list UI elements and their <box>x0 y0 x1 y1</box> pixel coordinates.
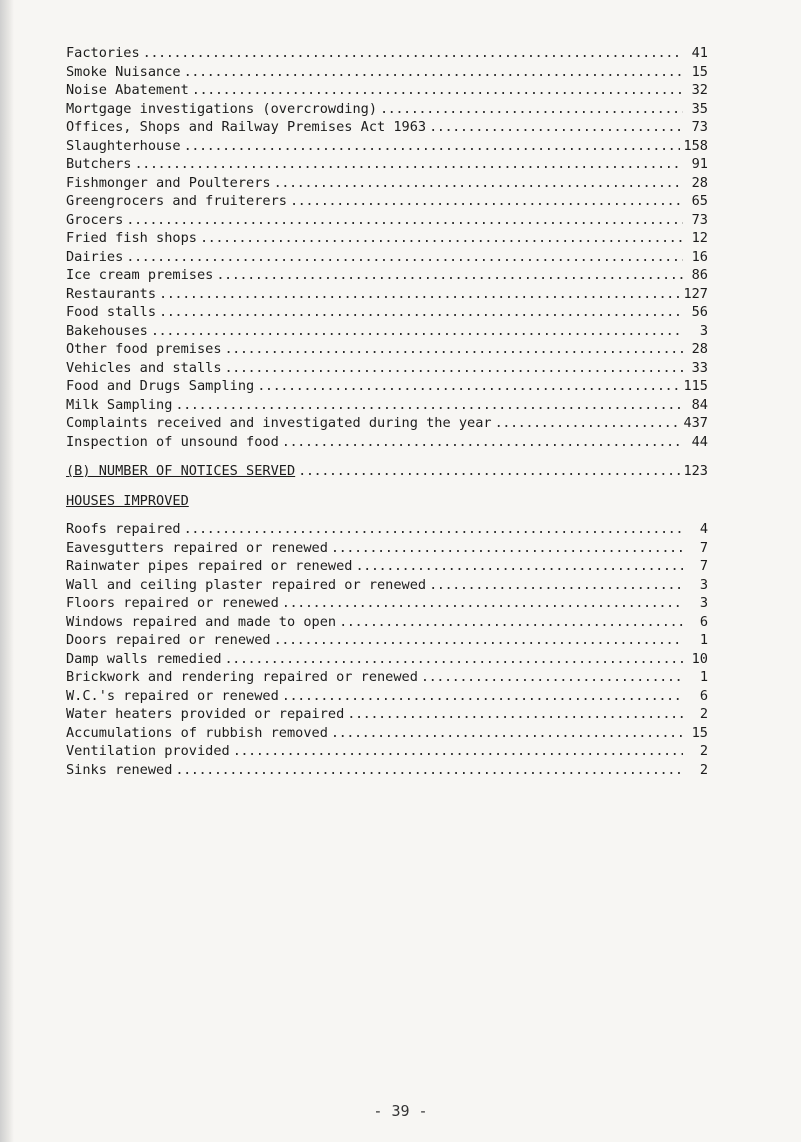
item-value: 7 <box>699 539 708 556</box>
item-label: Wall and ceiling plaster repaired or renewed <box>66 576 427 593</box>
list-item <box>66 433 708 452</box>
item-label: Milk Sampling <box>66 396 173 413</box>
leader-dots <box>184 63 683 82</box>
leader-dots <box>159 303 683 322</box>
list-item <box>66 539 708 558</box>
item-value: 33 <box>691 359 708 376</box>
leader-dots <box>298 462 680 481</box>
item-value: 28 <box>691 174 708 191</box>
item-value: 6 <box>699 687 708 704</box>
leader-dots <box>225 359 684 378</box>
leader-dots <box>184 520 683 539</box>
list-item <box>66 266 708 285</box>
list-item <box>66 576 708 595</box>
list-item <box>66 520 708 539</box>
item-label: Mortgage investigations (overcrowding) <box>66 100 377 117</box>
list-item <box>66 81 708 100</box>
list-item <box>66 44 708 63</box>
item-value: 86 <box>691 267 708 283</box>
item-value: 2 <box>699 761 708 778</box>
page-number: - 39 - <box>373 1102 428 1120</box>
leader-dots <box>282 594 683 613</box>
leader-dots <box>143 44 683 63</box>
item-label: Damp walls remedied <box>66 650 222 667</box>
item-value: 15 <box>691 63 708 80</box>
leader-dots <box>339 613 683 632</box>
leader-dots <box>355 557 683 576</box>
list-item <box>66 192 708 211</box>
notices-served-row <box>66 462 708 481</box>
item-label: Inspection of unsound food <box>66 433 279 450</box>
list-item <box>66 650 708 669</box>
item-label: Vehicles and stalls <box>66 359 222 376</box>
item-label: Smoke Nuisance <box>66 63 181 80</box>
item-value: 73 <box>691 119 708 135</box>
leader-dots <box>126 211 683 230</box>
item-label: Fried fish shops <box>66 230 197 246</box>
item-value: 115 <box>683 378 708 394</box>
item-value: 84 <box>691 396 708 413</box>
item-label: Ice cream premises <box>66 267 214 283</box>
item-label: Greengrocers and fruiterers <box>66 193 287 209</box>
item-value: 2 <box>699 743 708 759</box>
item-label: Butchers <box>66 156 132 172</box>
leader-dots <box>225 340 684 359</box>
item-label: Ventilation provided <box>66 743 230 759</box>
leader-dots <box>159 285 680 304</box>
list-item <box>66 359 708 378</box>
list-item <box>66 557 708 576</box>
leader-dots <box>429 576 683 595</box>
item-value: 65 <box>691 193 708 209</box>
item-label: Bakehouses <box>66 322 148 339</box>
list-item <box>66 155 708 174</box>
item-label: Sinks renewed <box>66 761 173 778</box>
item-label: Windows repaired and made to open <box>66 613 337 630</box>
scan-edge-shadow <box>0 0 14 1142</box>
item-label: Accumulations of rubbish removed <box>66 724 328 741</box>
list-item <box>66 229 708 248</box>
item-value: 35 <box>691 100 708 117</box>
item-value: 28 <box>691 341 708 357</box>
item-value: 10 <box>691 650 708 667</box>
item-value: 73 <box>691 211 708 228</box>
leader-dots <box>429 118 683 137</box>
item-value: 56 <box>691 304 708 320</box>
item-value: 1 <box>699 669 708 685</box>
list-item <box>66 322 708 341</box>
list-item <box>66 211 708 230</box>
list-item <box>66 705 708 724</box>
list-item <box>66 377 708 396</box>
item-value: 158 <box>683 137 708 154</box>
item-label: Dairies <box>66 248 124 265</box>
item-value: 127 <box>683 285 708 302</box>
item-label: Factories <box>66 45 140 61</box>
item-label: W.C.'s repaired or renewed <box>66 687 279 704</box>
leader-dots <box>134 155 683 174</box>
item-value: 437 <box>683 415 708 431</box>
list-item <box>66 414 708 433</box>
item-label: Food and Drugs Sampling <box>66 378 255 394</box>
list-item <box>66 63 708 82</box>
houses-improved-list <box>66 520 708 779</box>
document-page <box>66 44 708 779</box>
inspections-list <box>66 44 708 451</box>
item-value: 16 <box>691 248 708 265</box>
item-value: 41 <box>691 45 708 61</box>
section-heading: HOUSES IMPROVED <box>66 492 189 509</box>
spacer <box>66 481 708 492</box>
leader-dots <box>233 742 683 761</box>
leader-dots <box>175 396 683 415</box>
item-label: Doors repaired or renewed <box>66 632 271 648</box>
list-item <box>66 137 708 156</box>
item-label: Floors repaired or renewed <box>66 595 279 611</box>
leader-dots <box>257 377 680 396</box>
item-value: 1 <box>699 632 708 648</box>
leader-dots <box>331 724 683 743</box>
item-value: 7 <box>699 558 708 574</box>
leader-dots <box>274 174 683 193</box>
leader-dots <box>347 705 683 724</box>
item-label: Noise Abatement <box>66 82 189 98</box>
leader-dots <box>151 322 683 341</box>
leader-dots <box>421 668 683 687</box>
list-item <box>66 248 708 267</box>
list-item <box>66 724 708 743</box>
item-label: Rainwater pipes repaired or renewed <box>66 558 353 574</box>
list-item <box>66 594 708 613</box>
list-item <box>66 668 708 687</box>
leader-dots <box>331 539 683 558</box>
leader-dots <box>290 192 683 211</box>
notices-served-label: (B) NUMBER OF NOTICES SERVED <box>66 463 296 479</box>
leader-dots <box>282 687 683 706</box>
spacer <box>66 451 708 462</box>
item-label: Offices, Shops and Railway Premises Act 1963 <box>66 119 427 135</box>
item-value: 44 <box>691 433 708 450</box>
leader-dots <box>495 414 681 433</box>
spacer <box>66 510 708 520</box>
item-label: Food stalls <box>66 304 157 320</box>
item-label: Roofs repaired <box>66 521 181 537</box>
leader-dots <box>274 631 683 650</box>
leader-dots <box>216 266 683 285</box>
leader-dots <box>380 100 683 119</box>
item-value: 2 <box>699 706 708 722</box>
item-value: 32 <box>691 82 708 98</box>
list-item <box>66 687 708 706</box>
item-value: 12 <box>691 230 708 246</box>
leader-dots <box>282 433 683 452</box>
item-value: 3 <box>699 595 708 611</box>
list-item <box>66 100 708 119</box>
item-value: 3 <box>699 576 708 593</box>
leader-dots <box>200 229 683 248</box>
item-label: Slaughterhouse <box>66 137 181 154</box>
item-label: Fishmonger and Poulterers <box>66 174 271 191</box>
leader-dots <box>175 761 683 780</box>
item-label: Restaurants <box>66 285 157 302</box>
item-label: Grocers <box>66 211 124 228</box>
leader-dots <box>192 81 683 100</box>
list-item <box>66 303 708 322</box>
list-item <box>66 742 708 761</box>
leader-dots <box>225 650 684 669</box>
notices-served-value: 123 <box>683 463 708 479</box>
list-item <box>66 174 708 193</box>
item-label: Water heaters provided or repaired <box>66 706 345 722</box>
leader-dots <box>126 248 683 267</box>
item-value: 91 <box>691 156 708 172</box>
list-item <box>66 761 708 780</box>
list-item <box>66 340 708 359</box>
list-item <box>66 613 708 632</box>
list-item <box>66 396 708 415</box>
item-value: 3 <box>699 322 708 339</box>
item-value: 4 <box>699 521 708 537</box>
list-item <box>66 118 708 137</box>
item-label: Brickwork and rendering repaired or renewed <box>66 669 418 685</box>
item-value: 6 <box>699 613 708 630</box>
item-value: 15 <box>691 724 708 741</box>
item-label: Other food premises <box>66 341 222 357</box>
item-label: Eavesgutters repaired or renewed <box>66 539 328 556</box>
list-item <box>66 285 708 304</box>
list-item <box>66 631 708 650</box>
leader-dots <box>184 137 681 156</box>
item-label: Complaints received and investigated during the year <box>66 415 492 431</box>
